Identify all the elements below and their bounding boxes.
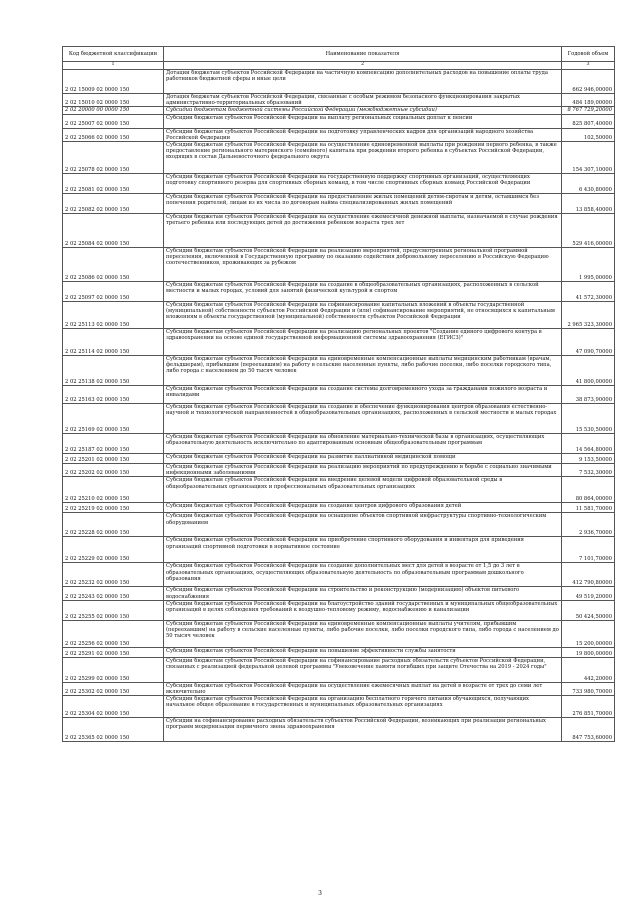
table-row — [63, 587, 615, 600]
column-number: 3 — [562, 62, 615, 70]
row-name: Дотации бюджетам субъектов Российской Федерации на частичную компенсацию дополнительных расходов на повышение оплаты труда работников бюджетной сферы и иные цели — [164, 70, 562, 94]
row-code: 2 02 25365 02 0000 150 — [63, 718, 164, 742]
row-name: Субсидии бюджетам субъектов Российской Федерации на государственную поддержку спортивных организаций, осуществляющих подготовку спортивного резерва для спортивных сборных команд, в том числе спортивных сборных команд Российской Федерации — [164, 174, 562, 194]
row-value: 50 424,50000 — [562, 600, 615, 620]
row-name: Субсидии бюджетам субъектов Российской Федерации на строительство и реконструкцию (модернизацию) объектов питьевого водоснабжения — [164, 587, 562, 600]
table-row — [63, 356, 615, 386]
table-row — [63, 718, 615, 742]
table-row — [63, 464, 615, 477]
row-value: 847 753,60000 — [562, 718, 615, 742]
row-code: 2 02 25163 02 0000 150 — [63, 386, 164, 404]
row-value: 41 572,30000 — [562, 282, 615, 302]
row-code: 2 02 25138 02 0000 150 — [63, 356, 164, 386]
table-row — [63, 114, 615, 128]
row-name: Субсидии бюджетам субъектов Российской Федерации на приобретение спортивного оборудования и инвентаря для приведения организаций спортивной подготовки в нормативное состояние — [164, 537, 562, 563]
row-name: Субсидии бюджетам субъектов Российской Федерации на обновление материально-технической базы в организациях, осуществляющих образовательную деятельность исключительно по адаптированным основным общеобразовательным программам — [164, 434, 562, 454]
row-code: 2 02 25302 02 0000 150 — [63, 682, 164, 695]
row-value: 41 800,00000 — [562, 356, 615, 386]
column-number-row — [63, 62, 615, 70]
row-name: Субсидии бюджетам субъектов Российской Федерации на создание дополнительных мест для детей в возрасте от 1,5 до 3 лет в образовательных организациях, осуществляющих образовательную деятельность по образовательным программам дошкольного образования — [164, 563, 562, 587]
row-name: Субсидии бюджетам субъектов Российской Федерации на выплату региональных социальных доплат к пенсии — [164, 114, 562, 128]
row-name: Субсидии на софинансирование расходных обязательств субъектов Российской Федерации, возникающих при реализации региональных программ модернизации первичного звена здравоохранения — [164, 718, 562, 742]
row-name: Субсидии бюджетам субъектов Российской Федерации на повышение эффективности службы занятости — [164, 647, 562, 657]
row-code: 2 02 25299 02 0000 150 — [63, 657, 164, 682]
row-value: 7 101,70000 — [562, 537, 615, 563]
row-value: 7 532,30000 — [562, 464, 615, 477]
row-name: Субсидии бюджетам субъектов Российской Федерации на подготовку управленческих кадров для организаций народного хозяйства Российской Федерации — [164, 128, 562, 141]
row-code: 2 02 25210 02 0000 150 — [63, 477, 164, 503]
row-name: Субсидии бюджетам субъектов Российской Федерации на внедрение целевой модели цифровой образовательной среды в общеобразовательных организациях и профессиональных образовательных организациях — [164, 477, 562, 503]
row-code: 2 02 25256 02 0000 150 — [63, 620, 164, 647]
table-row — [63, 620, 615, 647]
row-name: Субсидии бюджетам субъектов Российской Федерации на организацию бесплатного горячего питания обучающихся, получающих начальное общее образование в государственных и муниципальных образовательных организациях — [164, 696, 562, 718]
row-value: 14 564,80000 — [562, 434, 615, 454]
revenue-table — [62, 46, 615, 742]
row-code: 2 02 25081 02 0000 150 — [63, 174, 164, 194]
table-row — [63, 142, 615, 174]
row-code: 2 02 25243 02 0000 150 — [63, 587, 164, 600]
table-row — [63, 386, 615, 404]
row-value: 49 519,20000 — [562, 587, 615, 600]
row-value: 154 307,10000 — [562, 142, 615, 174]
table-row — [63, 454, 615, 464]
table-row — [63, 214, 615, 248]
row-name: Субсидии бюджетам субъектов Российской Федерации на создание центров цифрового образования детей — [164, 503, 562, 513]
row-name: Субсидии бюджетам субъектов Российской Федерации на развитие паллиативной медицинской помощи — [164, 454, 562, 464]
row-code: 2 02 25187 02 0000 150 — [63, 434, 164, 454]
row-name: Субсидии бюджетам субъектов Российской Федерации на осуществление ежемесячных выплат на детей в возрасте от трех до семи лет включительно — [164, 682, 562, 695]
row-code: 2 02 25255 02 0000 150 — [63, 600, 164, 620]
row-code: 2 02 20000 00 0000 150 — [63, 107, 164, 114]
table-row — [63, 434, 615, 454]
table-row — [63, 696, 615, 718]
row-value: 412 790,80000 — [562, 563, 615, 587]
row-code: 2 02 25082 02 0000 150 — [63, 194, 164, 214]
row-value: 529 416,00000 — [562, 214, 615, 248]
row-value: 102,50000 — [562, 128, 615, 141]
row-name: Субсидии бюджетам субъектов Российской Федерации на единовременные компенсационные выплаты учителям, прибывшим (переехавшим) на работу в сельские населенные пункты, либо рабочие поселки, либо поселки городского типа, либо города с населением до 50 тысяч человек — [164, 620, 562, 647]
row-name: Дотация бюджетам субъектов Российской Федерации, связанные с особым режимом безопасного функционирования закрытых административно-территориальных образований — [164, 94, 562, 107]
row-name: Субсидии бюджетам субъектов Российской Федерации на осуществление единовременной выплаты при рождении первого ребенка, в также предоставление регионального материнского (семейного) капитала при рождении второго ребенка в субъектах Российской Федерации, входящих в состав Дальневосточного федерального округа — [164, 142, 562, 174]
row-code: 2 02 25113 02 0000 150 — [63, 302, 164, 329]
table-row — [63, 174, 615, 194]
column-number: 1 — [63, 62, 164, 70]
row-name: Субсидии бюджетам субъектов Российской Федерации на предоставление жилых помещений детям-сиротам и детям, оставшимся без попечения родителей, лицам из их числа по договорам найма специализированных жилых помещений — [164, 194, 562, 214]
table-row — [63, 404, 615, 434]
row-name: Субсидии бюджетам субъектов Российской Федерации на софинансирование расходных обязательств субъектов Российской Федерации, связанных с реализацией федеральной целевой программы "Увековечение памяти погибших при защите Отечества на 2019 - 2024 годы" — [164, 657, 562, 682]
table-row — [63, 537, 615, 563]
table-row — [63, 107, 615, 114]
row-code: 2 02 25169 02 0000 150 — [63, 404, 164, 434]
row-name: Субсидии бюджетам бюджетной системы Российской Федерации (межбюджетные субсидии) — [164, 107, 562, 114]
row-name: Субсидии бюджетам субъектов Российской Федерации на реализацию мероприятий, предусмотренных региональной программой переселения, включенной в Государственную программу по оказанию содействия добровольному переселению в Российскую Федерацию соотечественников, проживающих за рубежом — [164, 248, 562, 282]
table-row — [63, 647, 615, 657]
table-row — [63, 70, 615, 94]
row-value: 8 767 729,20000 — [562, 107, 615, 114]
table-row — [63, 563, 615, 587]
row-value: 15 530,50000 — [562, 404, 615, 434]
row-value: 6 430,80000 — [562, 174, 615, 194]
row-name: Субсидии бюджетам субъектов Российской Федерации на реализацию региональных проектов "Создание единого цифрового контура в здравоохранении на основе единой государственной информационной системы здравоохранения (ЕГИСЗ)" — [164, 329, 562, 356]
row-code: 2 02 25219 02 0000 150 — [63, 503, 164, 513]
column-number: 2 — [164, 62, 562, 70]
row-code: 2 02 25232 02 0000 150 — [63, 563, 164, 587]
table-row — [63, 128, 615, 141]
header-name: Наименование показателя — [164, 47, 562, 62]
row-name: Субсидии бюджетам субъектов Российской Федерации на создание и обеспечение функционирования центров образования естественно-научной и технологической направленностей в общеобразовательных организациях, расположенных в сельской местности и малых городах — [164, 404, 562, 434]
header-amount: Годовой объем — [562, 47, 615, 62]
row-name: Субсидии бюджетам субъектов Российской Федерации на софинансирование капитальных вложений в объекты государственной (муниципальной) собственности субъектов Российской Федерации и (или) софинансирование мероприятий, не относящихся к капитальным вложениям в объекты государственной (муниципальной) собственности субъектов Российской Федерации — [164, 302, 562, 329]
row-name: Субсидии бюджетам субъектов Российской Федерации на создание в общеобразовательных организациях, расположенных в сельской местности и малых городах, условий для занятий физической культурой и спортом — [164, 282, 562, 302]
row-code: 2 02 25201 02 0000 150 — [63, 454, 164, 464]
table-row — [63, 194, 615, 214]
row-code: 2 02 25229 02 0000 150 — [63, 537, 164, 563]
table-row — [63, 657, 615, 682]
row-code: 2 02 25078 02 0000 150 — [63, 142, 164, 174]
row-value: 15 200,00000 — [562, 620, 615, 647]
row-code: 2 02 25202 02 0000 150 — [63, 464, 164, 477]
row-value: 19 800,00000 — [562, 647, 615, 657]
row-code: 2 02 25114 02 0000 150 — [63, 329, 164, 356]
row-name: Субсидии бюджетам субъектов Российской Федерации на благоустройство зданий государственных и муниципальных общеобразовательных организаций в целях соблюдения требований к воздушно-тепловому режиму, водоснабжению и канализации — [164, 600, 562, 620]
row-value: 442,20000 — [562, 657, 615, 682]
row-name: Субсидии бюджетам субъектов Российской Федерации на осуществление ежемесячной денежной выплаты, назначаемой в случае рождения третьего ребенка или последующих детей до достижения ребенком возраста трех лет — [164, 214, 562, 248]
row-name: Субсидии бюджетам субъектов Российской Федерации на создание системы долговременного ухода за гражданами пожилого возраста и инвалидами — [164, 386, 562, 404]
row-code: 2 02 25007 02 0000 150 — [63, 114, 164, 128]
table-row — [63, 329, 615, 356]
row-code: 2 02 25084 02 0000 150 — [63, 214, 164, 248]
row-value: 9 153,50000 — [562, 454, 615, 464]
row-value: 825 807,40000 — [562, 114, 615, 128]
row-code: 2 02 25097 02 0000 150 — [63, 282, 164, 302]
table-row — [63, 302, 615, 329]
table-row — [63, 682, 615, 695]
row-code: 2 02 25304 02 0000 150 — [63, 696, 164, 718]
row-value: 484 189,00000 — [562, 94, 615, 107]
row-value: 1 995,00000 — [562, 248, 615, 282]
row-code: 2 02 25066 02 0000 150 — [63, 128, 164, 141]
table-row — [63, 600, 615, 620]
row-code: 2 02 25291 02 0000 150 — [63, 647, 164, 657]
table-row — [63, 503, 615, 513]
row-value: 2 965 323,30000 — [562, 302, 615, 329]
row-name: Субсидии бюджетам субъектов Российской Федерации на реализацию мероприятий по предупреждению и борьбе с социально значимыми инфекционными заболеваниями — [164, 464, 562, 477]
row-name: Субсидии бюджетам субъектов Российской Федерации на единовременные компенсационные выплаты медицинским работникам (врачам, фельдшерам), прибывшим (переехавшим) на работу в сельские населенные пункты, либо рабочие поселки, либо поселки городского типа, либо города с населением до 50 тысяч человек — [164, 356, 562, 386]
table-row — [63, 94, 615, 107]
row-value: 13 858,40000 — [562, 194, 615, 214]
row-value: 733 980,70000 — [562, 682, 615, 695]
table-row — [63, 282, 615, 302]
row-code: 2 02 15009 02 0000 150 — [63, 70, 164, 94]
row-value: 276 851,70000 — [562, 696, 615, 718]
header-code: Код бюджетной классификации — [63, 47, 164, 62]
row-code: 2 02 25228 02 0000 150 — [63, 513, 164, 537]
page-number: 3 — [318, 890, 322, 897]
row-value: 80 864,00000 — [562, 477, 615, 503]
row-code: 2 02 25086 02 0000 150 — [63, 248, 164, 282]
row-value: 47 090,70000 — [562, 329, 615, 356]
table-row — [63, 248, 615, 282]
table-body — [63, 70, 615, 742]
row-value: 38 873,90000 — [562, 386, 615, 404]
row-name: Субсидии бюджетам субъектов Российской Федерации на оснащение объектов спортивной инфраструктуры спортивно-технологическим оборудованием — [164, 513, 562, 537]
row-value: 11 581,70000 — [562, 503, 615, 513]
table-row — [63, 477, 615, 503]
row-code: 2 02 15010 02 0000 150 — [63, 94, 164, 107]
table-header-row — [63, 47, 615, 62]
row-value: 2 936,70000 — [562, 513, 615, 537]
table-row — [63, 513, 615, 537]
row-value: 662 946,00000 — [562, 70, 615, 94]
